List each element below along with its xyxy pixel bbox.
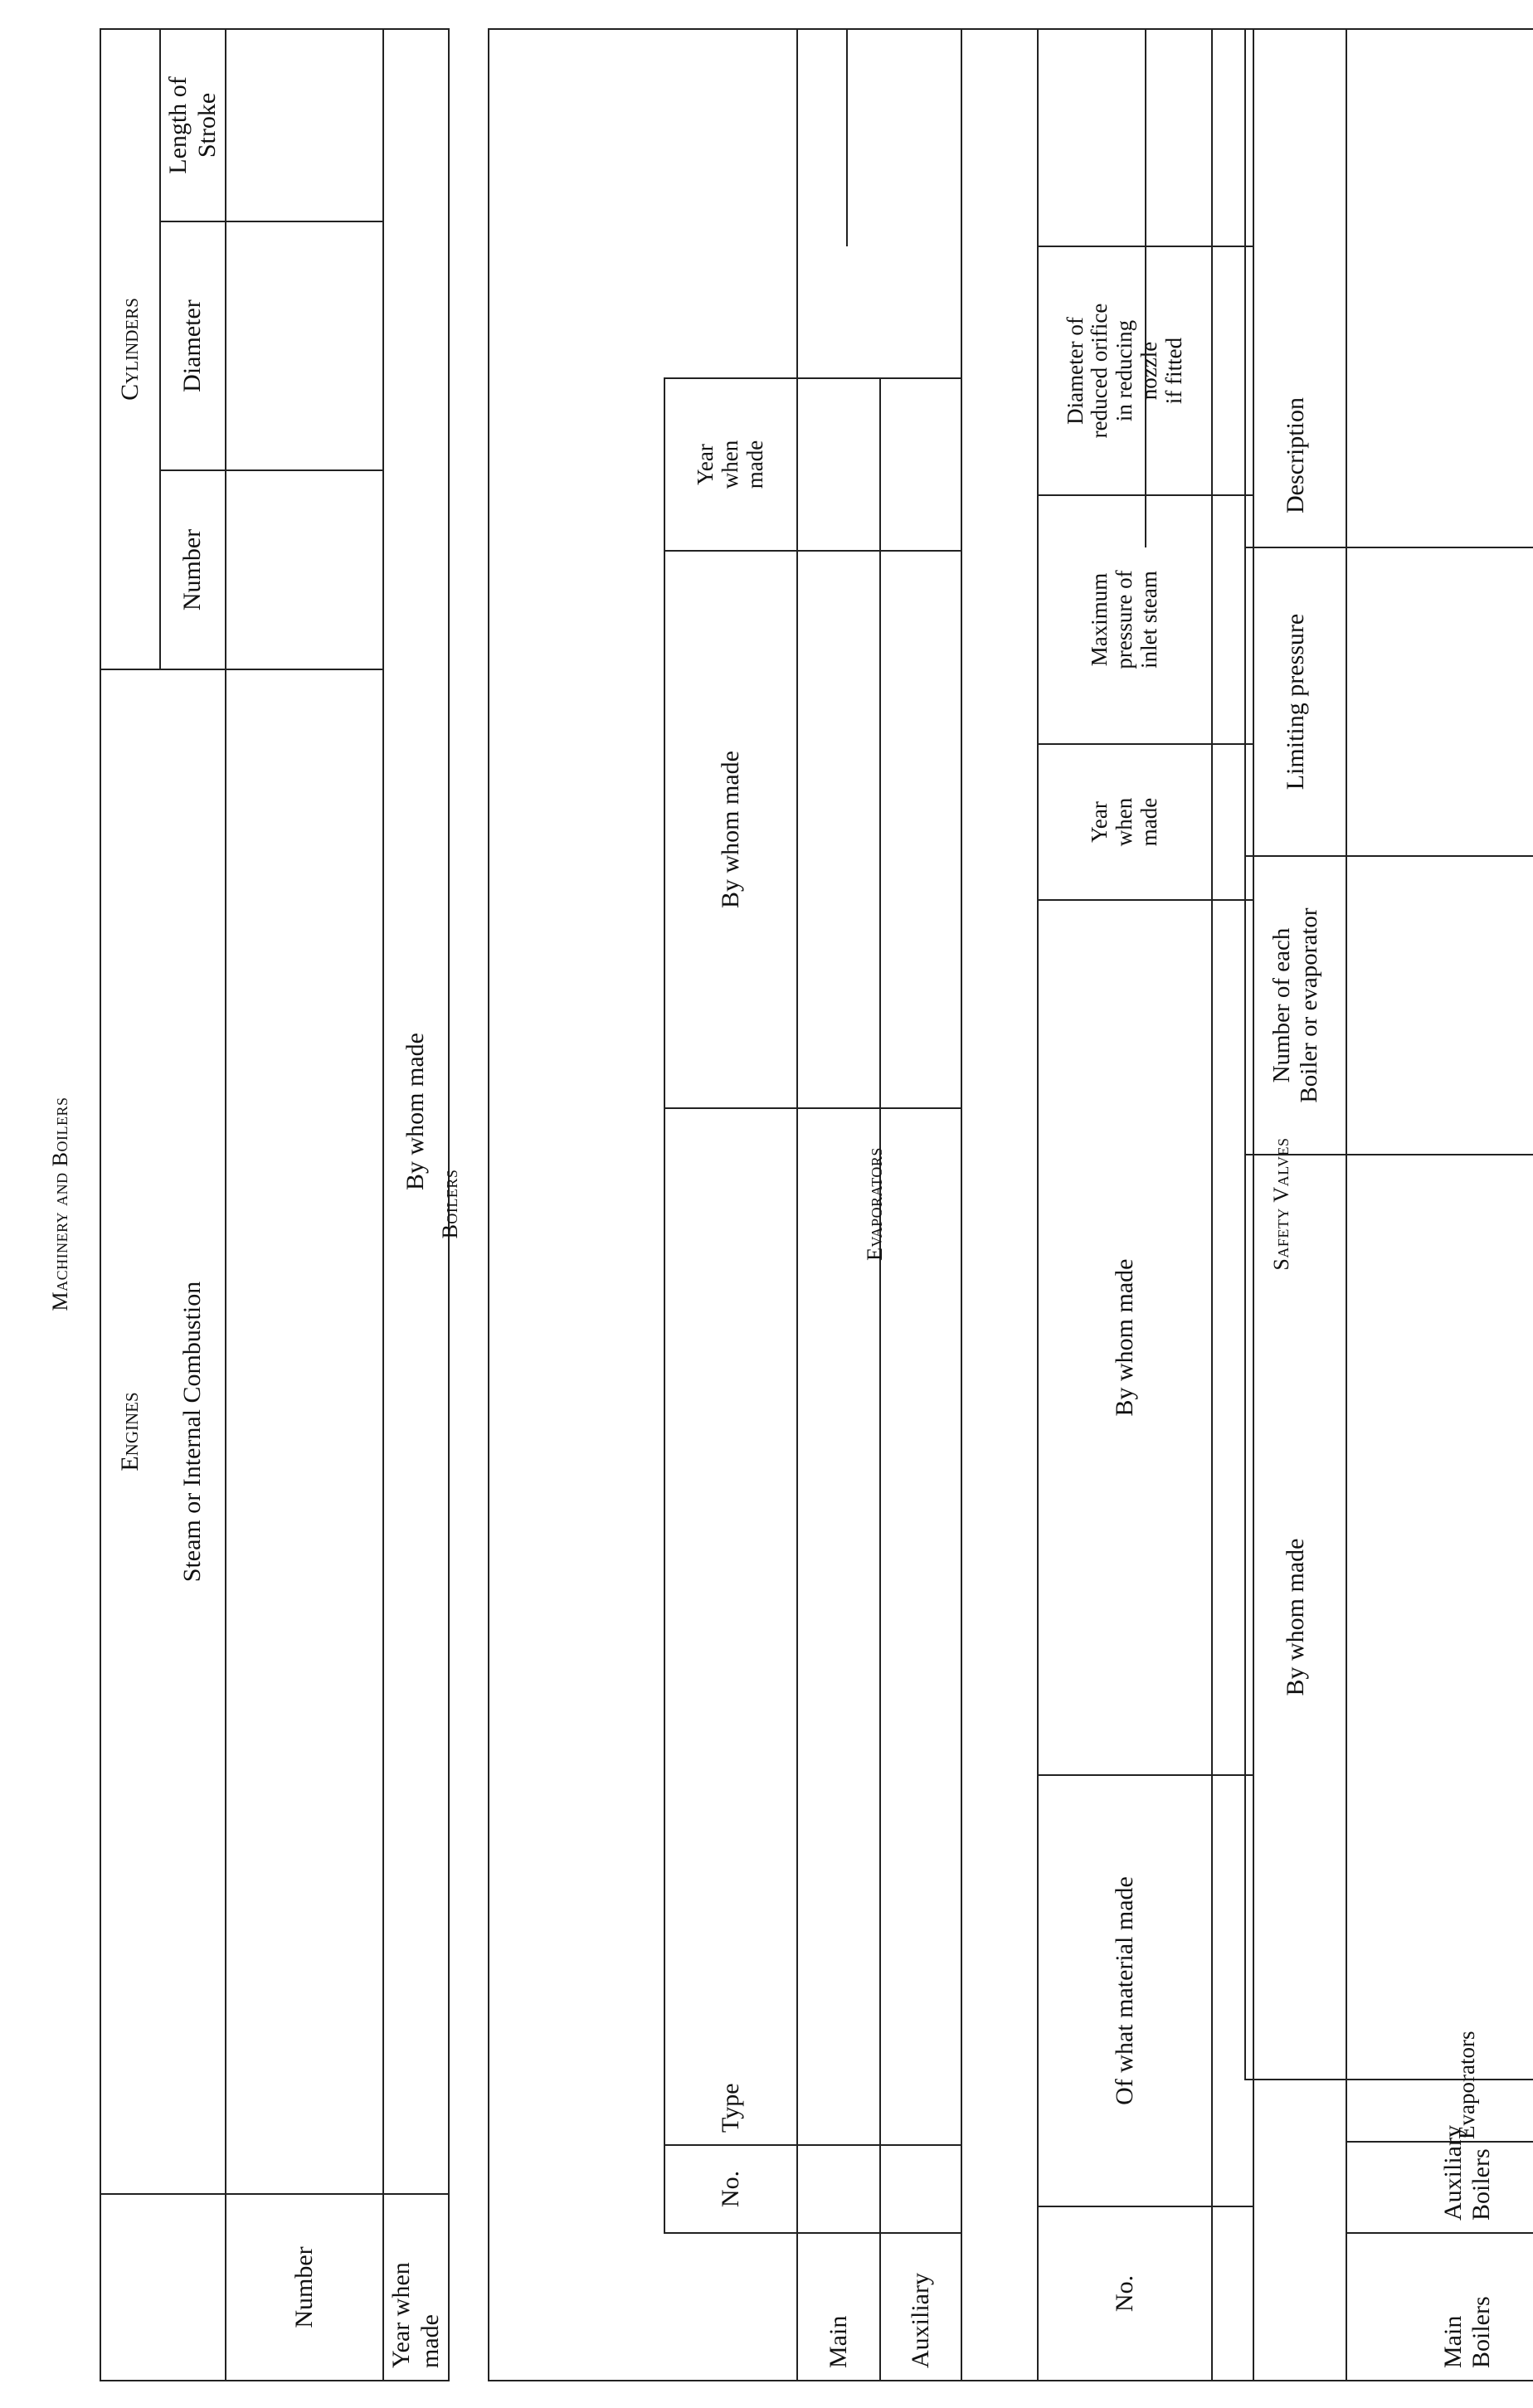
steam-or-ic-value[interactable]: [226, 669, 383, 2194]
safety-valves-title: Safety Valves: [1269, 1137, 1293, 1271]
sv-description-value[interactable]: [1346, 29, 1533, 547]
sv-main-boilers-label: Main Boilers: [1346, 2233, 1533, 2381]
boilers-by-whom-label: By whom made: [664, 551, 797, 1108]
evap-year-l1: Year: [1087, 801, 1112, 843]
sv-evaporators-label: Evaporators: [1346, 2080, 1533, 2142]
boilers-blank-top-3: [489, 1108, 664, 2145]
evap-top-blank-4: [847, 744, 1038, 900]
engines-table: [100, 28, 450, 2381]
boilers-year-label: [664, 378, 797, 551]
safety-valves-table: [1145, 28, 1533, 2381]
by-whom-made-label: By whom made: [383, 29, 449, 2194]
engines-heading: Engines: [100, 669, 160, 2194]
engines-left-blank-2: [160, 2194, 226, 2381]
sv-top-blank-7: [1146, 29, 1245, 547]
sv-top-blank-2: [1146, 2142, 1245, 2233]
evap-max-l3: inlet steam: [1136, 571, 1161, 669]
evap-dia-l2: reduced orifice: [1087, 303, 1112, 439]
cyl-number-label: Number: [160, 470, 226, 669]
sv-by-whom-label: By whom made: [1245, 1155, 1346, 2080]
boilers-blank-top-4: [489, 551, 664, 1108]
boilers-blank-top-6: [489, 29, 664, 378]
boilers-auxiliary-label: Auxiliary: [880, 2233, 961, 2381]
boilers-main-label: Main: [797, 2233, 880, 2381]
sv-by-whom-value[interactable]: [1346, 1155, 1533, 2080]
sv-top-blank-6: [1146, 547, 1245, 856]
evap-top-blank-1: [847, 2206, 1038, 2381]
evap-no-label: No.: [1038, 2206, 1212, 2381]
sv-auxiliary-boilers-label: Auxiliary Boilers: [1346, 2142, 1533, 2233]
boilers-type-label: Type: [664, 1108, 797, 2145]
evap-top-blank-6: [847, 246, 1038, 495]
cyl-number-value[interactable]: [226, 470, 383, 669]
sv-number-l2: Boiler or evaporator: [1296, 907, 1322, 1103]
boilers-header-blank-right: [664, 29, 797, 378]
boilers-no-label: No.: [664, 2145, 797, 2233]
diameter-label: Diameter: [160, 221, 226, 470]
length-of-stroke-value[interactable]: [226, 29, 383, 221]
diameter-value[interactable]: [226, 221, 383, 470]
sv-top-blank-4: [1146, 1155, 1245, 2080]
sv-description-label: Description: [1245, 29, 1346, 547]
boilers-header-blank: [664, 2233, 797, 2381]
sv-top-blank-1: [1146, 2233, 1245, 2381]
evap-year-l2: when: [1112, 797, 1137, 847]
boilers-blank-top-2: [489, 2145, 664, 2233]
steam-or-ic-label: Steam or Internal Combustion: [160, 669, 226, 2194]
evap-dia-l3: in reducing: [1112, 319, 1137, 422]
evap-material-label: Of what material made: [1038, 1775, 1212, 2206]
boilers-year-l3: made: [742, 440, 767, 489]
sv-limiting-pressure-value[interactable]: [1346, 547, 1533, 856]
sv-limiting-pressure-label: Limiting pressure: [1245, 547, 1346, 856]
length-of-stroke-label: Length of Stroke: [160, 29, 226, 221]
boilers-blank-top-5: [489, 378, 664, 551]
evap-dia-l4: nozzle: [1136, 341, 1161, 401]
evap-top-blank-2: [847, 1775, 1038, 2206]
evap-top-blank-5: [847, 495, 1038, 744]
evap-by-whom-label: By whom made: [1038, 900, 1212, 1775]
engines-left-blank: [100, 2194, 160, 2381]
engines-number-label: Number: [226, 2194, 383, 2381]
evap-top-blank-3: [847, 900, 1038, 1775]
evap-top-blank-7: [847, 29, 1038, 246]
year-when-made-label: Year when made: [383, 2194, 449, 2381]
sv-number-l1: Number of each: [1268, 927, 1295, 1083]
boilers-year-l2: when: [718, 440, 743, 489]
evap-max-l2: pressure of: [1112, 570, 1137, 669]
cylinders-heading: Cylinders: [100, 29, 160, 669]
evaporators-title: Evaporators: [863, 1147, 887, 1261]
sv-top-blank-5: [1146, 856, 1245, 1155]
sv-top-blank-3: [1146, 2080, 1245, 2142]
evap-max-l1: Maximum: [1087, 572, 1112, 667]
machinery-title: Machinery and Boilers: [48, 1097, 72, 1311]
evap-year-l3: made: [1136, 797, 1161, 847]
evap-dia-l1: Diameter of: [1062, 317, 1088, 425]
sv-header-blank-left: [1245, 2080, 1346, 2381]
evap-dia-l5: if fitted: [1161, 337, 1186, 405]
boilers-blank-top: [489, 2233, 664, 2381]
boilers-year-l1: Year: [693, 444, 718, 485]
sv-number-label: [1245, 856, 1346, 1155]
boilers-title: Boilers: [438, 1169, 462, 1239]
sv-number-value[interactable]: [1346, 856, 1533, 1155]
